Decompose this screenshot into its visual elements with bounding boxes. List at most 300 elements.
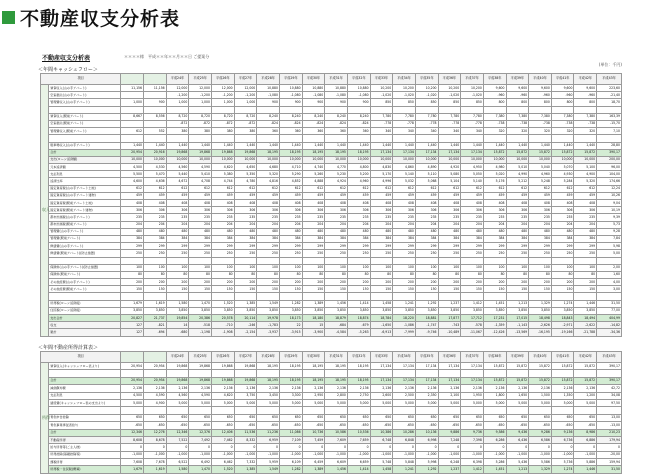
table-cell: 320	[574, 128, 597, 135]
table-cell: 1,412	[461, 300, 484, 307]
table-cell: 17,134	[415, 377, 438, 384]
table-cell	[234, 370, 257, 377]
table-cell: 18,195	[257, 149, 280, 156]
table-cell: 1,440	[121, 142, 144, 149]
table-cell	[393, 370, 416, 377]
table-cell: 18,494	[574, 315, 597, 322]
table-cell: 10,000	[302, 156, 325, 163]
table-cell: 2,136	[189, 385, 212, 392]
table-cell: -650	[189, 422, 212, 429]
table-cell: 4,680	[257, 164, 280, 171]
table-cell: -824	[279, 120, 302, 127]
table-row	[41, 113, 622, 120]
table-cell	[574, 257, 597, 264]
table-cell: 10,586	[325, 429, 348, 436]
table-cell: 12,000	[189, 85, 212, 92]
table-cell: 4,708	[189, 178, 212, 185]
table-cell: 6,492	[189, 459, 212, 466]
table-cell: 900	[347, 99, 370, 106]
table-cell: 408	[166, 200, 189, 207]
table-cell: 4,900	[574, 171, 597, 178]
table-cell: 9,600	[506, 85, 529, 92]
table-cell: -15,70	[597, 120, 622, 127]
table-cell: 15,872	[551, 363, 574, 370]
table-cell: 10,000	[257, 156, 280, 163]
table-cell: -2,626	[529, 322, 552, 329]
table-cell: -738	[574, 120, 597, 127]
table-cell: 7,522	[166, 436, 189, 443]
table-cell: 650	[166, 414, 189, 421]
table-cell: 80	[144, 271, 167, 278]
table-cell: 17,134	[461, 363, 484, 370]
row-label: 青色事業専従者給与	[49, 422, 121, 429]
table-cell: 100	[302, 264, 325, 271]
table-cell: 19,868	[211, 377, 234, 384]
table-cell: 459	[438, 192, 461, 199]
table-cell: 235	[506, 214, 529, 221]
table-cell: 204	[166, 221, 189, 228]
table-cell: -1,020	[393, 92, 416, 99]
table-cell: 5,73	[597, 221, 622, 228]
table-cell: 19,868	[166, 377, 189, 384]
table-cell: 204	[279, 221, 302, 228]
table-cell: 384	[461, 235, 484, 242]
table-cell: 12,346	[121, 429, 144, 436]
table-cell: 8,240	[279, 113, 302, 120]
table-cell: 1,389	[302, 300, 325, 307]
table-cell	[415, 257, 438, 264]
table-cell: 459	[415, 192, 438, 199]
table-cell: -1,650	[370, 322, 393, 329]
table-cell: 612	[257, 185, 280, 192]
table-cell: 7,462	[211, 436, 234, 443]
row-label: 返済比率	[49, 178, 121, 185]
row-label: 空室損失(山の手アパート)	[49, 92, 121, 99]
table-cell	[325, 293, 348, 300]
table-cell: 7,380	[483, 113, 506, 120]
table-cell	[144, 120, 167, 127]
table-cell	[506, 407, 529, 414]
table-cell: 1,213	[506, 466, 529, 473]
table-cell: 3,850	[189, 307, 212, 314]
table-cell: -824	[257, 120, 280, 127]
table-cell	[347, 135, 370, 142]
table-cell: -246	[234, 322, 257, 329]
header-cell: 平成31年	[325, 352, 348, 363]
table-cell: 1,619	[144, 466, 167, 473]
table-cell: 80	[529, 271, 552, 278]
table-cell: 7,380	[574, 113, 597, 120]
table-cell: 4,920	[438, 164, 461, 171]
table-cell: 8,608	[121, 436, 144, 443]
row-label: 合計	[49, 377, 121, 384]
table-cell: 299	[393, 243, 416, 250]
table-cell: 200	[506, 279, 529, 286]
table-cell	[506, 257, 529, 264]
table-cell	[211, 407, 234, 414]
table-cell: 200	[302, 279, 325, 286]
row-label: 住民税(ローン返済後)	[49, 307, 121, 314]
table-cell: 250	[438, 250, 461, 257]
table-cell	[257, 135, 280, 142]
table-cell: 4,950	[461, 164, 484, 171]
table-cell: 0	[506, 444, 529, 451]
table-row	[41, 257, 622, 264]
table-cell: 5,080	[438, 171, 461, 178]
table-cell: 650	[279, 414, 302, 421]
table-cell: 150	[211, 286, 234, 293]
table-cell: 408	[574, 200, 597, 207]
table-cell: -738	[551, 120, 574, 127]
table-cell: 4,816	[257, 178, 280, 185]
table-cell	[121, 92, 144, 99]
header-cell: 平成33年	[370, 74, 393, 85]
row-label	[49, 370, 121, 377]
table-cell: 5,440	[166, 171, 189, 178]
table-cell: 8,720	[189, 113, 212, 120]
table-cell: 306	[189, 207, 212, 214]
table-cell: 1,650	[506, 392, 529, 399]
table-cell: 15,872	[551, 149, 574, 156]
table-cell: 1,000	[234, 99, 257, 106]
table-cell: 250	[393, 250, 416, 257]
table-cell: 9,136	[551, 429, 574, 436]
table-cell: 6,109	[279, 459, 302, 466]
table-cell: 80	[279, 271, 302, 278]
table-cell: 384	[325, 235, 348, 242]
table-cell: 3,850	[551, 307, 574, 314]
table-cell: 320	[551, 128, 574, 135]
table-cell: 2,00	[597, 264, 622, 271]
table-cell: 20,954	[121, 377, 144, 384]
table-cell: 15,872	[506, 149, 529, 156]
table-cell: 408	[529, 200, 552, 207]
table-cell: 480	[325, 228, 348, 235]
table-cell: 408	[302, 200, 325, 207]
table-cell: 100	[166, 264, 189, 271]
table-cell: 12,24	[597, 185, 622, 192]
table-cell: 8,720	[166, 113, 189, 120]
table-cell: 17,134	[370, 377, 393, 384]
table-cell	[597, 257, 622, 264]
table-cell: 459	[325, 192, 348, 199]
table-cell: 10,000	[347, 156, 370, 163]
table-cell: 2,600	[370, 392, 393, 399]
table-cell: -11,067	[461, 329, 484, 336]
table-cell: 612	[121, 185, 144, 192]
table-cell: 900	[325, 99, 348, 106]
table-cell: 8,240	[347, 113, 370, 120]
table-cell: 306	[438, 207, 461, 214]
table-cell: 100	[325, 264, 348, 271]
table-cell: 4,960	[529, 171, 552, 178]
table-cell: 204	[302, 221, 325, 228]
table-cell: 1,440	[234, 142, 257, 149]
table-cell: 200	[211, 279, 234, 286]
table-cell: -650	[211, 422, 234, 429]
table-cell: 100	[461, 264, 484, 271]
table-row	[41, 228, 622, 235]
table-cell: 4,500	[121, 164, 144, 171]
table-cell	[597, 293, 622, 300]
table-cell: 0	[302, 444, 325, 451]
table-cell: 15,872	[483, 377, 506, 384]
table-cell: 408	[461, 200, 484, 207]
table-row	[41, 363, 622, 370]
table-row	[41, 385, 622, 392]
table-cell: 10,880	[302, 85, 325, 92]
table-cell: -684	[325, 322, 348, 329]
table-cell: 2,800	[325, 392, 348, 399]
row-label: 管理費(駅前アパート)	[49, 235, 121, 242]
table-cell: 6,609	[325, 459, 348, 466]
table-cell: 404,99	[597, 315, 622, 322]
table-row	[41, 106, 622, 113]
table-cell	[325, 257, 348, 264]
table-cell: -1,200	[211, 92, 234, 99]
table-cell: 650	[234, 414, 257, 421]
table-cell: 384	[166, 235, 189, 242]
table-cell: 1,200	[574, 392, 597, 399]
table-cell: 299	[234, 243, 257, 250]
header-cell: 平成27年	[234, 352, 257, 363]
table-cell: 380	[189, 128, 212, 135]
table-cell: -10,489	[438, 329, 461, 336]
table-cell: 299	[370, 243, 393, 250]
table-cell	[211, 257, 234, 264]
table-cell: 9,600	[529, 85, 552, 92]
table-cell: 17,134	[438, 149, 461, 156]
table-cell: 360	[257, 128, 280, 135]
table-cell	[325, 407, 348, 414]
table-cell: 650	[529, 414, 552, 421]
table-cell: 612	[279, 185, 302, 192]
table-cell: 19,868	[234, 149, 257, 156]
table-cell	[506, 135, 529, 142]
table-cell: -1,000	[347, 451, 370, 458]
table-cell: 2,136	[325, 385, 348, 392]
table-row	[41, 444, 622, 451]
table-cell: 204	[144, 221, 167, 228]
table-cell: 5,140	[393, 171, 416, 178]
table-cell: 650	[325, 414, 348, 421]
table-cell: -650	[438, 422, 461, 429]
table-cell: 4,560	[166, 164, 189, 171]
table-cell: 80	[415, 271, 438, 278]
table-cell: -1,000	[461, 451, 484, 458]
table-cell: 306	[302, 207, 325, 214]
table-cell: 150	[144, 286, 167, 293]
table-row	[41, 250, 622, 257]
row-label: 都市計画税(駅前アパート)	[49, 221, 121, 228]
table-cell: 612	[189, 185, 212, 192]
table-cell: 11,086	[279, 429, 302, 436]
table-cell: 100	[144, 264, 167, 271]
table-cell: 1,440	[438, 142, 461, 149]
table-cell: 3,850	[279, 307, 302, 314]
table-cell: 612	[121, 128, 144, 135]
table-cell: 18,498	[529, 315, 552, 322]
table-cell: -1,000	[529, 451, 552, 458]
table-cell	[121, 407, 144, 414]
table-cell	[574, 370, 597, 377]
table-cell: 459	[529, 192, 552, 199]
table-cell: -1,000	[211, 451, 234, 458]
table-cell: 459	[506, 192, 529, 199]
table-cell: 1,213	[506, 300, 529, 307]
table-cell: -4,584	[325, 329, 348, 336]
table-row	[41, 171, 622, 178]
table-cell: 80	[211, 271, 234, 278]
table-cell: 5,380	[211, 171, 234, 178]
table-cell: 7,780	[393, 113, 416, 120]
table-cell: 408	[551, 200, 574, 207]
table-cell: 2,136	[166, 385, 189, 392]
table-cell	[234, 293, 257, 300]
table-cell: 650	[257, 414, 280, 421]
cashflow-table	[40, 73, 622, 337]
table-cell	[461, 370, 484, 377]
table-cell: 612	[551, 185, 574, 192]
table-cell: 1,329	[529, 300, 552, 307]
table-cell	[597, 135, 622, 142]
table-row	[41, 451, 622, 458]
table-cell: 0	[234, 444, 257, 451]
table-cell: -518	[189, 322, 212, 329]
table-cell	[325, 135, 348, 142]
table-cell: 1,451	[483, 300, 506, 307]
header-cell: 平成30年	[302, 352, 325, 363]
table-cell: 900	[279, 99, 302, 106]
table-cell	[529, 407, 552, 414]
header-cell: 平成29年	[279, 352, 302, 363]
table-cell: -1,000	[302, 451, 325, 458]
table-cell: 80	[551, 271, 574, 278]
table-cell: 306	[483, 207, 506, 214]
table-cell: -16,195	[529, 329, 552, 336]
table-cell: 408	[483, 200, 506, 207]
table-cell	[438, 135, 461, 142]
table-cell: 200	[415, 279, 438, 286]
table-cell	[393, 257, 416, 264]
table-cell: 12,000	[211, 85, 234, 92]
table-cell: 100	[370, 264, 393, 271]
table-cell: 235	[189, 214, 212, 221]
table-cell: 0	[483, 444, 506, 451]
table-cell: 299	[574, 243, 597, 250]
header-cell: 平成26年	[211, 352, 234, 363]
table-cell: 5,176	[483, 178, 506, 185]
table-cell: 1,456	[325, 300, 348, 307]
table-cell: 159,94	[597, 459, 622, 466]
table-cell: 384	[144, 235, 167, 242]
table-cell: 100	[279, 264, 302, 271]
row-label: 給与所得等(ご主人様)	[49, 444, 121, 451]
table-cell: 18,195	[347, 149, 370, 156]
table-cell	[370, 106, 393, 113]
table-cell	[370, 257, 393, 264]
table-cell: 5,98	[597, 243, 622, 250]
table-cell: -824	[302, 120, 325, 127]
table-cell: 7,492	[189, 436, 212, 443]
table-cell: 15,872	[506, 363, 529, 370]
table-cell	[144, 92, 167, 99]
table-cell: 0	[166, 444, 189, 451]
table-cell: 235	[393, 214, 416, 221]
table-cell: 0	[461, 444, 484, 451]
table-cell: 15,872	[529, 377, 552, 384]
table-cell: 650	[551, 414, 574, 421]
table-cell: 340	[370, 128, 393, 135]
table-cell: 0	[347, 444, 370, 451]
table-cell: 1,679	[121, 300, 144, 307]
table-cell: 650	[483, 414, 506, 421]
table-cell: 480	[166, 228, 189, 235]
table-cell: 20,578	[211, 315, 234, 322]
table-cell: 18,195	[279, 363, 302, 370]
table-cell: 150	[325, 286, 348, 293]
table-cell: 800	[551, 99, 574, 106]
table-cell: -650	[506, 422, 529, 429]
table-cell: 4,780	[234, 178, 257, 185]
table-cell: 0	[393, 444, 416, 451]
table-cell: 235	[574, 214, 597, 221]
table-cell: 3,00	[597, 286, 622, 293]
table-cell: -650	[461, 422, 484, 429]
row-label: 駐車場収入(山の手アパート)	[49, 142, 121, 149]
table-cell: -650	[415, 422, 438, 429]
table-cell: 163,39	[597, 113, 622, 120]
table-cell: 6,248	[438, 459, 461, 466]
table-cell: 235	[461, 214, 484, 221]
table-cell: 11,536	[234, 429, 257, 436]
table-cell: 480	[302, 228, 325, 235]
table-cell: 1,500	[529, 392, 552, 399]
table-cell: 10,000	[393, 156, 416, 163]
table-cell: 80	[189, 271, 212, 278]
table-cell: 5,170	[370, 171, 393, 178]
table-cell: 19,854	[166, 315, 189, 322]
table-cell: -824	[347, 120, 370, 127]
table-cell: 15,872	[506, 377, 529, 384]
table-cell: 200	[370, 279, 393, 286]
table-cell: -21,788	[574, 329, 597, 336]
table-cell: 480	[257, 228, 280, 235]
table-cell: 10,000	[121, 156, 144, 163]
table-cell: 360	[347, 128, 370, 135]
table-cell: -650	[144, 422, 167, 429]
table-row	[41, 142, 622, 149]
table-cell	[551, 257, 574, 264]
table-cell: 250	[279, 250, 302, 257]
table-cell	[189, 135, 212, 142]
table-row	[41, 407, 622, 414]
table-cell: 15,872	[574, 149, 597, 156]
table-cell: 250	[506, 250, 529, 257]
table-cell: -20,00	[597, 451, 622, 458]
table-cell: 3,850	[347, 307, 370, 314]
table-cell: 650	[347, 414, 370, 421]
table-cell: 235	[211, 214, 234, 221]
table-cell: 650	[438, 414, 461, 421]
table-cell: 0	[597, 444, 622, 451]
table-cell: 5,100	[574, 164, 597, 171]
table-cell: 1,414	[347, 466, 370, 473]
table-cell: 80	[166, 271, 189, 278]
row-label: 固定資産税(駅前アパート土地)	[49, 200, 121, 207]
table-cell: 4,620	[211, 392, 234, 399]
table-cell: 2,136	[415, 385, 438, 392]
